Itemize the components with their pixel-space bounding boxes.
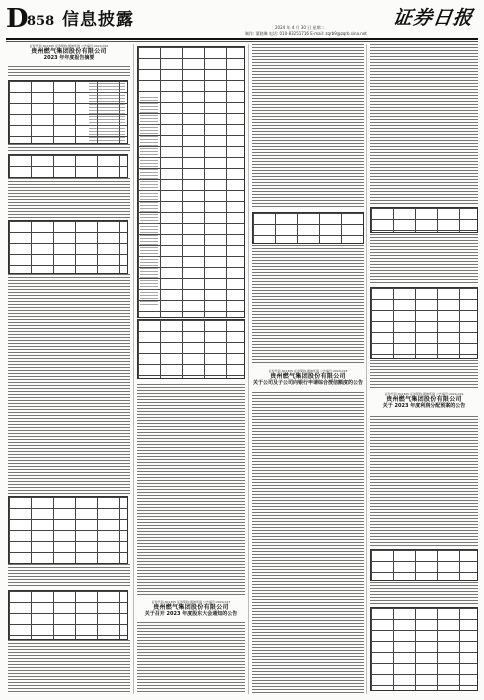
report-summary-header (8, 44, 130, 61)
column-4 (370, 44, 478, 696)
notice-codes: 证券代码:301305 证券简称:朗坤环境 公告编号:2024-017 (151, 600, 231, 604)
body-text (137, 426, 245, 596)
data-table (8, 154, 128, 178)
body-text (8, 144, 130, 152)
body-text (8, 274, 130, 494)
data-table (370, 607, 478, 691)
data-table (370, 207, 478, 233)
body-text (137, 622, 245, 694)
column-divider (248, 44, 249, 694)
notice-codes: 证券代码:301305 证券简称:朗坤环境 公告编号:2024-001 (29, 44, 109, 48)
masthead-rule-thin (6, 41, 478, 42)
company-name: 贵州燃气集团股份有限公司 (386, 396, 462, 403)
notice-title: 关于召开 2023 年度股东大会通知的公告 (144, 611, 238, 617)
column-divider (133, 44, 134, 694)
info-table (8, 80, 128, 144)
body-text (137, 384, 245, 424)
notice-title: 2023 年年度报告摘要 (43, 55, 95, 61)
notice-title: 关于公司及子公司向银行申请综合授信额度的公告 (252, 380, 363, 386)
section-title: 信息披露 (62, 10, 134, 30)
company-name: 贵州燃气集团股份有限公司 (270, 373, 346, 380)
body-text (8, 640, 130, 694)
body-text (8, 178, 130, 218)
column-divider (366, 44, 367, 694)
page-letter: D (6, 4, 28, 34)
body-text (370, 360, 478, 388)
column-3 (252, 44, 364, 696)
body-text (370, 582, 478, 604)
body-text (8, 66, 130, 78)
newspaper-logo: 证券日报 (391, 7, 475, 29)
masthead-rule (6, 38, 478, 40)
body-text (252, 44, 364, 209)
data-table (370, 549, 478, 581)
notice-title: 关于 2023 年度利润分配预案的公告 (382, 403, 466, 409)
body-text (370, 44, 478, 204)
contact-line: 制作: 董晓琳 电话: 010-83251716 E-mail: zqrb9@zqrb.sina.net (245, 31, 367, 36)
company-name: 贵州燃气集团股份有限公司 (31, 48, 107, 55)
data-table (8, 220, 128, 274)
financial-table (137, 46, 245, 318)
notice-codes: 证券代码:301305 证券简称:朗坤环境 公告编号:2024-018 (268, 369, 348, 373)
body-text (252, 245, 364, 365)
column-1 (8, 44, 130, 696)
bottom-notice-header (370, 392, 478, 409)
page-number: 858 (27, 14, 55, 29)
right-notice-header (252, 369, 364, 386)
data-table (8, 496, 128, 564)
dateline: 2024 年 4 月 30 日 星期二 (275, 25, 325, 30)
masthead (0, 0, 484, 40)
body-text (8, 564, 130, 588)
column-2 (137, 44, 245, 696)
data-table (8, 590, 128, 640)
company-name: 贵州燃气集团股份有限公司 (153, 604, 229, 611)
body-text (370, 234, 478, 284)
shareholders-meeting-header (137, 600, 245, 617)
data-table (252, 212, 364, 244)
body-text (252, 392, 364, 694)
data-table (370, 287, 478, 359)
notice-codes: 证券代码:301305 证券简称:朗坤环境 公告编号:2024-019 (384, 392, 464, 396)
body-text (370, 416, 478, 546)
data-table (137, 319, 245, 379)
